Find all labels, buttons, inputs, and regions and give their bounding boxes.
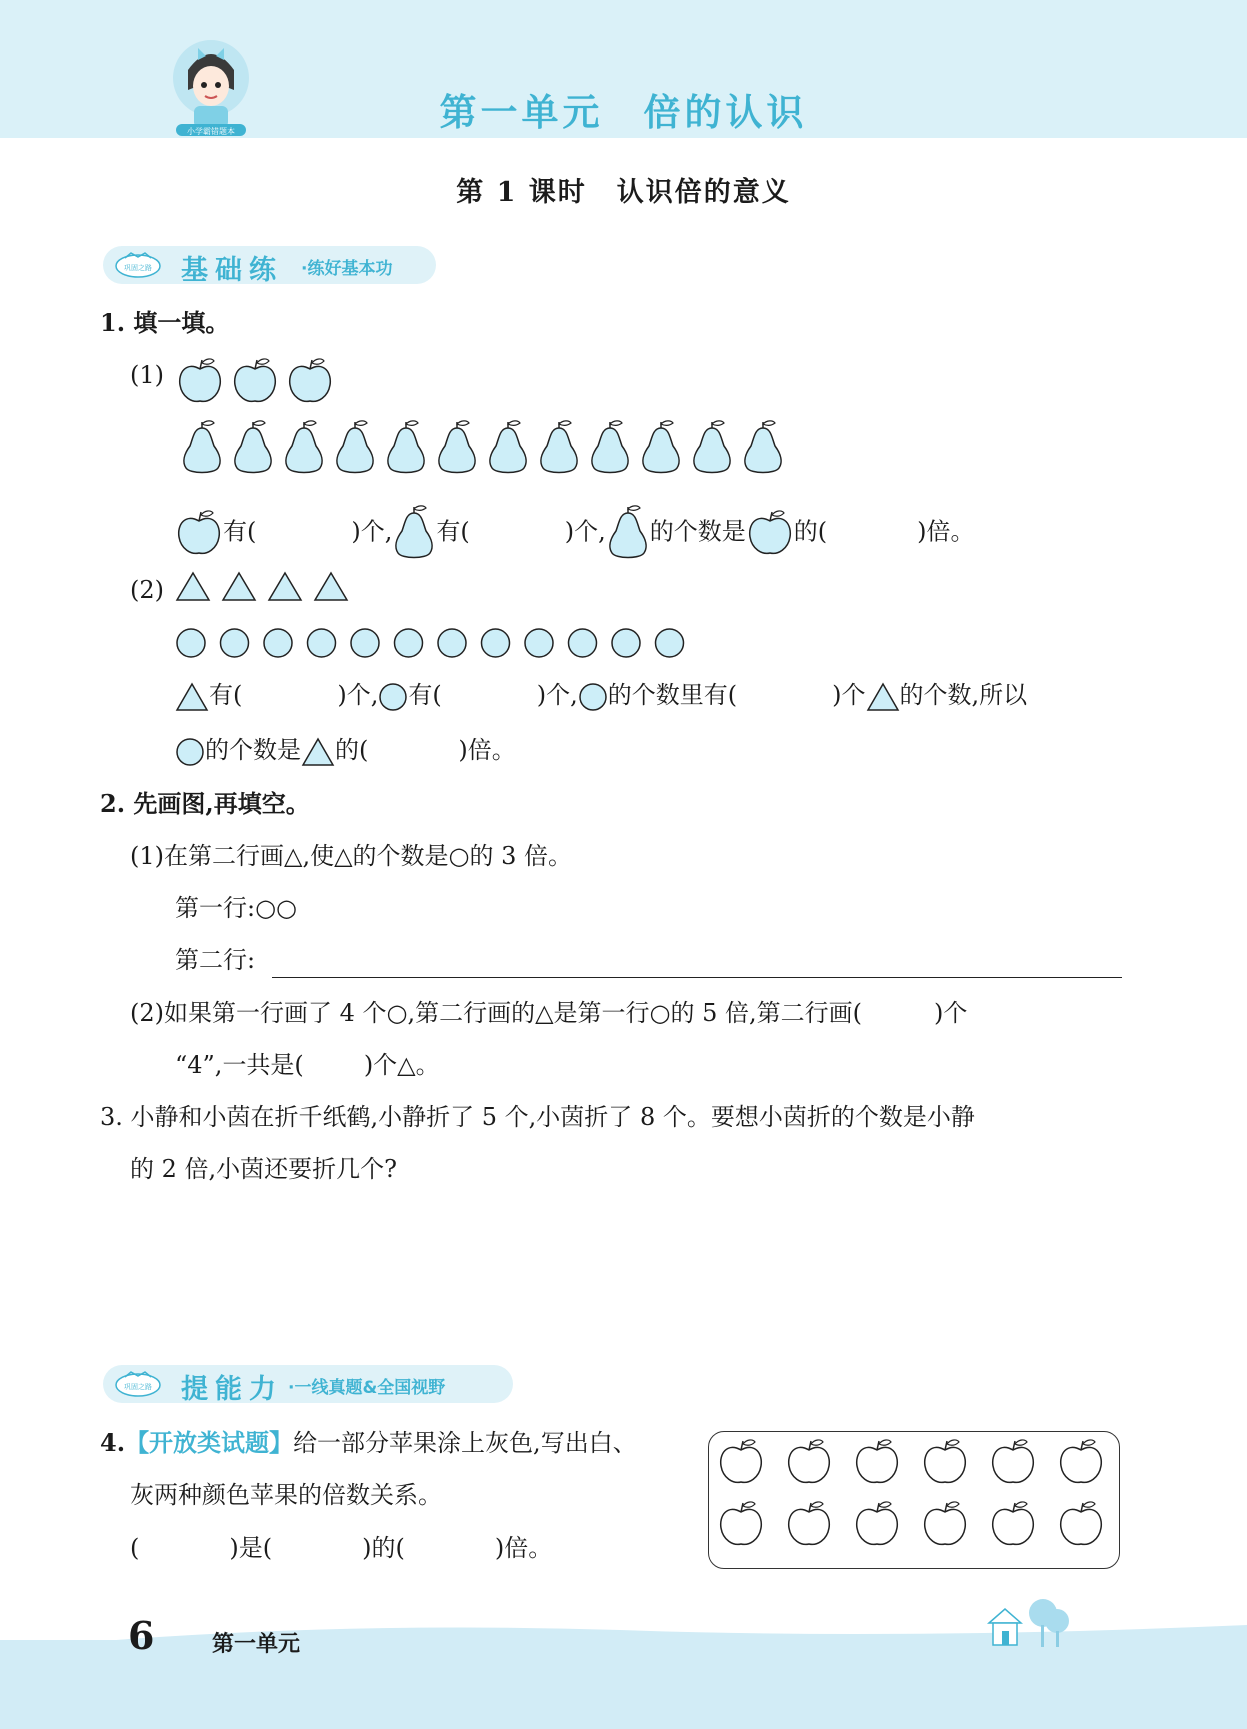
apple xyxy=(789,1502,830,1544)
circle-icon xyxy=(578,682,608,712)
badge-icon xyxy=(115,1371,161,1397)
q4-f4: )倍。 xyxy=(494,1534,553,1562)
pear xyxy=(490,421,526,473)
apple xyxy=(925,1502,966,1544)
apple-grid-box xyxy=(708,1431,1120,1569)
q3-line1: 3. 小静和小茵在折千纸鹤,小静折了 5 个,小茵折了 8 个。要想小茵折的个数是小静 xyxy=(100,1103,975,1131)
badge-text: 巩固之路 xyxy=(124,264,152,272)
lesson-title xyxy=(0,170,1247,209)
q4-f3: )的( xyxy=(362,1534,405,1562)
circle xyxy=(482,629,510,657)
footer-unit: 第一单元 xyxy=(212,1632,301,1657)
q4-f1: ( xyxy=(130,1534,140,1562)
pear xyxy=(184,421,220,473)
apple xyxy=(235,359,276,401)
circle xyxy=(438,629,466,657)
q4-number: 4. xyxy=(100,1428,126,1457)
q4-tag: 【开放类试题】 xyxy=(125,1429,294,1457)
q2-p2-l1b: )个 xyxy=(934,999,968,1027)
apple-row xyxy=(180,359,331,401)
q4-line1 xyxy=(100,1428,637,1458)
q1-p1-t3: 有( xyxy=(436,517,470,546)
q2-row2-label: 第二行: xyxy=(175,946,256,974)
unit-label: 第一单元 xyxy=(439,91,604,134)
q2-title: 2. 先画图,再填空。 xyxy=(100,789,310,818)
section-banner-ability xyxy=(103,1365,513,1403)
pear-icon xyxy=(606,505,650,561)
q1-p2-a5: 的个数里有( xyxy=(607,681,738,709)
circle xyxy=(177,629,205,657)
q1-p2-a1: 有( xyxy=(209,681,243,709)
section-sub-basic: ·练好基本功 xyxy=(301,259,393,279)
q1-p2-a6: )个 xyxy=(832,681,866,709)
triangle-row xyxy=(177,573,347,600)
badge-text: 巩固之路 xyxy=(124,1383,152,1391)
q2-part2-line1 xyxy=(130,998,967,1028)
triangle xyxy=(223,573,255,600)
circle xyxy=(525,629,553,657)
triangle-icon xyxy=(866,682,900,712)
apple xyxy=(925,1440,966,1482)
q1-p2-a3: 有( xyxy=(408,681,442,709)
apple-icon xyxy=(746,509,794,557)
circle xyxy=(351,629,379,657)
section-banner-basic xyxy=(103,246,436,284)
q2-part2-line2 xyxy=(175,1050,440,1080)
q1-p1-t4: )个, xyxy=(564,517,606,546)
circle xyxy=(569,629,597,657)
apple xyxy=(1061,1502,1102,1544)
triangle-icon xyxy=(301,737,335,767)
q4-fill-line xyxy=(130,1533,552,1563)
circle-icon xyxy=(175,737,205,767)
q3-line2: 的 2 倍,小茵还要折几个? xyxy=(130,1155,398,1183)
apple xyxy=(721,1502,762,1544)
q1-title: 1. 填一填。 xyxy=(100,308,230,337)
pear-icon xyxy=(392,505,436,561)
pear xyxy=(745,421,781,473)
q1-p2-b2: 的( xyxy=(335,736,369,764)
circle-row xyxy=(177,629,684,657)
apple xyxy=(993,1440,1034,1482)
apple xyxy=(789,1440,830,1482)
q2-p2-l1a: (2)如果第一行画了 4 个○,第二行画的△是第一行○的 5 倍,第二行画( xyxy=(130,999,863,1027)
pear xyxy=(286,421,322,473)
q1-p2-a7: 的个数,所以 xyxy=(899,681,1028,709)
house-tree-icon xyxy=(985,1595,1075,1655)
q1-p2-a4: )个, xyxy=(536,681,578,709)
circle xyxy=(221,629,249,657)
circle xyxy=(656,629,684,657)
apple xyxy=(993,1502,1034,1544)
pear xyxy=(337,421,373,473)
q2-row1: 第一行:○○ xyxy=(175,894,297,922)
q2-part1: (1)在第二行画△,使△的个数是○的 3 倍。 xyxy=(130,842,573,870)
q1-part1-sentence xyxy=(175,505,975,561)
q4-line2: 灰两种颜色苹果的倍数关系。 xyxy=(130,1481,442,1509)
apple xyxy=(857,1502,898,1544)
draw-line[interactable] xyxy=(272,977,1122,978)
pear-row xyxy=(184,421,781,473)
mascot-caption: 小学霸错题本 xyxy=(187,127,235,136)
section-name-basic: 基础练 xyxy=(181,255,283,286)
pear xyxy=(235,421,271,473)
q1-p1-t1: 有( xyxy=(223,517,257,546)
triangle xyxy=(177,573,209,600)
circle xyxy=(612,629,640,657)
apple-icon xyxy=(175,509,223,557)
page-number: 6 xyxy=(128,1613,155,1658)
pear xyxy=(388,421,424,473)
badge-icon xyxy=(115,252,161,278)
q2-p2-l2b: )个△。 xyxy=(363,1051,440,1079)
pear xyxy=(541,421,577,473)
shape-rows xyxy=(175,570,695,665)
q1-p1-t2: )个, xyxy=(351,517,393,546)
section-sub-ability: ·一线真题&全国视野 xyxy=(288,1378,446,1398)
q1-p1-t6: 的( xyxy=(793,517,828,546)
q2-p2-l2a: “4”,一共是( xyxy=(175,1051,304,1079)
circle xyxy=(395,629,423,657)
q1-p2-b3: )倍。 xyxy=(458,736,516,764)
triangle-icon xyxy=(175,682,209,712)
q4-f2: )是( xyxy=(229,1534,273,1562)
triangle xyxy=(269,573,301,600)
pear xyxy=(592,421,628,473)
unit-title xyxy=(0,82,1247,136)
circle xyxy=(308,629,336,657)
apple xyxy=(180,359,221,401)
q1-p2-b1: 的个数是 xyxy=(205,736,301,764)
circle-icon xyxy=(378,682,408,712)
pear xyxy=(643,421,679,473)
fruit-rows xyxy=(172,355,792,480)
circle xyxy=(264,629,292,657)
unit-topic: 倍的认识 xyxy=(643,91,808,134)
apple-grid xyxy=(709,1432,1119,1568)
section-name-ability: 提能力 xyxy=(181,1374,283,1405)
triangle xyxy=(315,573,347,600)
q1-part2-sentence-b xyxy=(175,735,516,767)
q1-part2-label: (2) xyxy=(130,576,164,604)
q1-p1-t5: 的个数是 xyxy=(649,517,746,546)
lesson-topic: 认识倍的意义 xyxy=(616,177,791,208)
apple xyxy=(721,1440,762,1482)
q1-p2-a2: )个, xyxy=(337,681,379,709)
q1-p1-t7: )倍。 xyxy=(917,517,975,546)
q1-part1-label: (1) xyxy=(130,361,164,389)
lesson-number: 第 1 课时 xyxy=(456,177,587,208)
apple xyxy=(1061,1440,1102,1482)
pear xyxy=(694,421,730,473)
q1-part2-sentence-a xyxy=(175,680,1027,712)
apple xyxy=(290,359,331,401)
pear xyxy=(439,421,475,473)
apple xyxy=(857,1440,898,1482)
q4-text1: 给一部分苹果涂上灰色,写出白、 xyxy=(293,1429,637,1457)
